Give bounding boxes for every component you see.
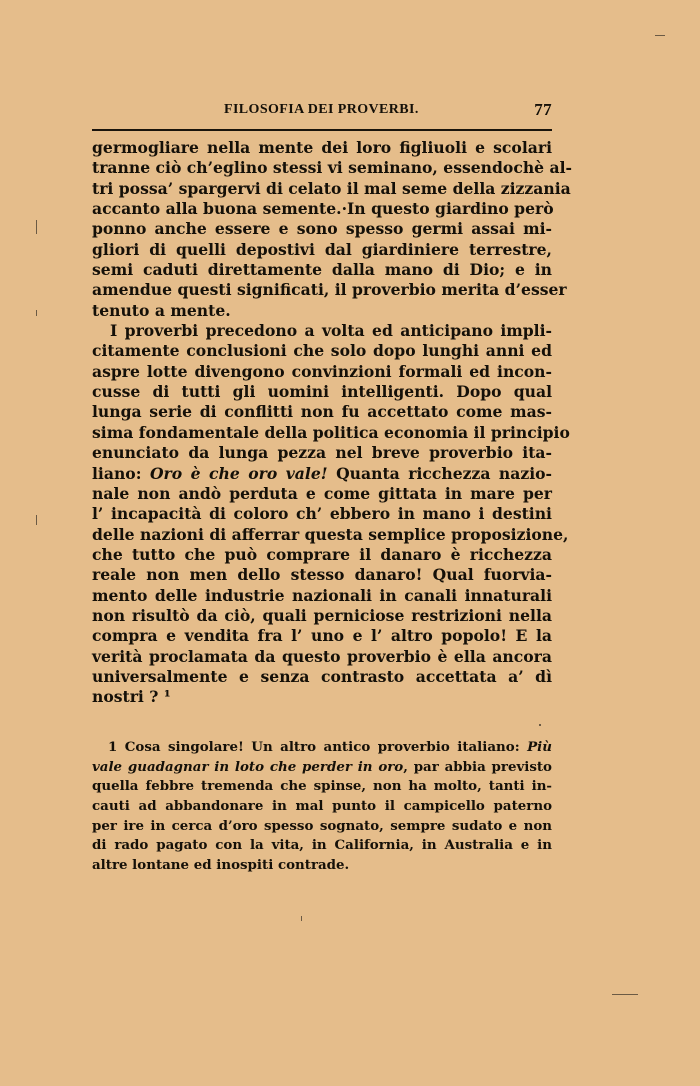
body-line: ponno anche essere e sono spesso germi assai mi- [92,219,552,239]
body-line: tri possa’ spargervi di celato il mal seme della zizzania [92,178,571,198]
body-line: tenuto a mente. [92,300,231,320]
footnote-lead: Cosa singolare! Un altro antico proverbio italiano: [124,739,520,755]
scan-speck [612,994,638,995]
body-line-with-italic [92,464,552,484]
scan-speck [36,310,37,316]
body-line: amendue questi significati, il proverbio merita d’esser [92,280,567,300]
page-number: 77 [534,100,552,119]
body-line: sima fondamentale della politica economia il principio [92,422,570,442]
running-title: FILOSOFIA DEI PROVERBI. [224,102,419,117]
footnote-marker: 1 [108,739,118,755]
body-line: citamente conclusioni che solo dopo lunghi anni ed [92,341,552,361]
body-text [92,138,573,708]
body-line: verità proclamata da questo proverbio è ella ancora [92,646,552,666]
footnote [92,738,552,876]
running-header [92,100,552,120]
footnote-italic-quote: vale guadagnar in loto che perder in oro [92,758,404,775]
body-line: compra e vendita fra l’ uno e l’ altro popolo! E la [92,626,552,646]
body-line: nale non andò perduta e come gittata in mare per [92,483,552,503]
footnote-line: cauti ad abbandonare in mal punto il campicello paterno [92,798,552,815]
body-line: semi caduti direttamente dalla mano di Dio; e in [92,260,552,280]
body-text-run: Quanta ricchezza nazio- [336,463,552,483]
scan-speck [301,916,302,921]
scan-speck [36,515,37,525]
body-line: tranne ciò ch’eglino stessi vi seminano, essendochè al- [92,158,573,178]
footnote-line [92,738,552,758]
body-line: aspre lotte divengono convinzioni formali ed incon- [92,361,552,381]
footnote-line: quella febbre tremenda che spinse, non ha molto, tanti in- [92,778,552,795]
body-line: I proverbi precedono a volta ed anticipano impli- [110,321,552,341]
body-line: germogliare nella mente dei loro figliuoli e scolari [92,138,552,157]
body-line: lunga serie di conflitti non fu accettato come mas- [92,402,552,422]
body-line: l’ incapacità di coloro ch’ ebbero in mano i destini [92,504,552,524]
body-line: enunciato da lunga pezza nel breve proverbio ita- [92,443,552,463]
footnote-text-run: , par abbia previsto [403,758,552,775]
body-text-run: liano: [92,463,142,483]
body-line: non risultò da ciò, quali perniciose restrizioni nella [92,605,552,625]
body-line: reale non men dello stesso danaro! Qual fuorvia- [92,565,552,585]
scan-speck [36,220,37,234]
body-line: nostri ? ¹ [92,687,171,707]
body-line: mento delle industrie nazionali in canali innaturali [92,585,552,605]
body-line: gliori di quelli depostivi dal giardiniere terrestre, [92,239,552,259]
body-line: cusse di tutti gli uomini intelligenti. Dopo qual [92,382,552,402]
body-line: universalmente e senza contrasto accettata a’ dì [92,666,552,686]
header-rule [92,129,552,131]
body-line: delle nazioni di afferrar questa semplice proposizione, [92,524,569,544]
footnote-line: altre lontane ed inospiti contrade. [92,857,350,874]
body-line: accanto alla buona semente.·In questo giardino però [92,199,554,219]
footnote-line [92,758,552,778]
scan-speck [539,724,541,726]
footnote-line: di rado pagato con la vita, in California, in Australia e in [92,837,552,854]
footnote-line: per ire in cerca d’oro spesso sognato, sempre sudato e non [92,817,552,834]
footnote-italic-quote: Più [527,739,552,755]
scan-speck [655,35,665,36]
italic-proverb: Oro è che oro vale! [149,463,328,483]
body-line: che tutto che può comprare il danaro è ricchezza [92,544,552,564]
